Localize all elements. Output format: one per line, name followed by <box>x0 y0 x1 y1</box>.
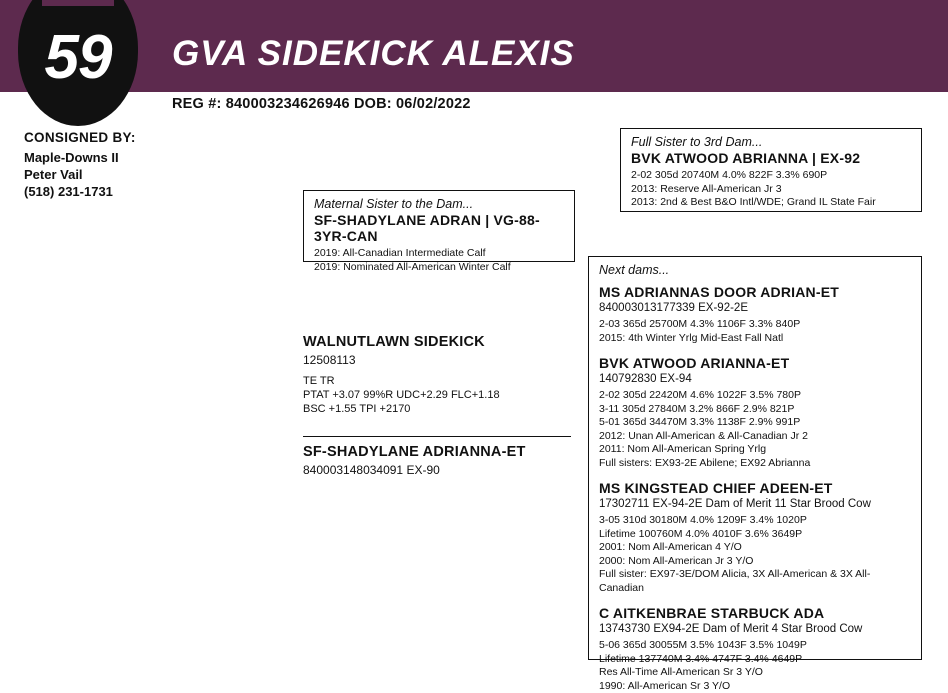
full-sister-line: 2-02 305d 20740M 4.0% 822F 3.3% 690P <box>631 169 913 183</box>
sire-line: TE TR <box>303 374 573 388</box>
next-dam-line: 2015: 4th Winter Yrlg Mid-East Fall Natl <box>599 332 911 346</box>
next-dam-name: MS KINGSTEAD CHIEF ADEEN-ET <box>599 480 911 496</box>
dam-id: 840003148034091 EX-90 <box>303 463 573 477</box>
dam-name: SF-SHADYLANE ADRIANNA-ET <box>303 444 573 460</box>
consignor-contact: Peter Vail <box>24 166 174 183</box>
dam-block <box>303 444 573 484</box>
next-dam-line: 2000: Nom All-American Jr 3 Y/O <box>599 555 911 569</box>
next-dam-line: 2012: Unan All-American & All-Canadian Jr 2 <box>599 430 911 444</box>
next-dam-name: BVK ATWOOD ARIANNA-ET <box>599 355 911 371</box>
next-dam-ids: 140792830 EX-94 <box>599 373 911 385</box>
maternal-sister-note-box <box>303 190 575 262</box>
next-dam-line: Full sister: EX97-3E/DOM Alicia, 3X All-American & 3X All-Canadian <box>599 568 911 595</box>
sire-line: PTAT +3.07 99%R UDC+2.29 FLC+1.18 <box>303 388 573 402</box>
next-dam-line: 5-01 365d 34470M 3.3% 1138F 2.9% 991P <box>599 416 911 430</box>
next-dam-entry <box>599 355 911 470</box>
maternal-sister-line: 2019: Nominated All-American Winter Calf <box>314 261 566 275</box>
next-dam-line: Res All-Time All-American Sr 3 Y/O <box>599 666 911 680</box>
next-dam-line: 3-11 305d 27840M 3.2% 866F 2.9% 821P <box>599 403 911 417</box>
maternal-sister-kicker: Maternal Sister to the Dam... <box>314 197 566 211</box>
next-dam-line: Lifetime 100760M 4.0% 4010F 3.6% 3649P <box>599 528 911 542</box>
next-dam-ids: 840003013177339 EX-92-2E <box>599 302 911 314</box>
consignor-name: Maple-Downs II <box>24 149 174 166</box>
next-dams-kicker: Next dams... <box>599 263 911 277</box>
full-sister-line: 2013: Reserve All-American Jr 3 <box>631 183 913 197</box>
page-title: GVA SIDEKICK ALEXIS <box>172 34 575 74</box>
sire-block <box>303 334 573 416</box>
header-band-underline <box>0 92 948 106</box>
consignor-phone: (518) 231-1731 <box>24 183 174 200</box>
full-sister-kicker-text: Full Sister to 3rd Dam... <box>631 135 762 149</box>
maternal-sister-line: 2019: All-Canadian Intermediate Calf <box>314 247 566 261</box>
next-dam-entry <box>599 480 911 595</box>
lot-number: 59 <box>18 0 138 132</box>
maternal-sister-title: SF-SHADYLANE ADRAN | VG-88-3YR-CAN <box>314 212 566 244</box>
lot-badge-top-arc <box>42 0 114 6</box>
full-sister-kicker <box>631 135 913 149</box>
pedigree-divider <box>303 436 571 437</box>
consignor-label: CONSIGNED BY: <box>24 130 174 145</box>
next-dam-entry <box>599 284 911 345</box>
next-dam-ids: 17302711 EX-94-2E Dam of Merit 11 Star Brood Cow <box>599 498 911 510</box>
next-dam-name: MS ADRIANNAS DOOR ADRIAN-ET <box>599 284 911 300</box>
sire-name: WALNUTLAWN SIDEKICK <box>303 334 573 350</box>
next-dam-line: 2-02 305d 22420M 4.6% 1022F 3.5% 780P <box>599 389 911 403</box>
next-dam-line: 2001: Nom All-American 4 Y/O <box>599 541 911 555</box>
sire-line: BSC +1.55 TPI +2170 <box>303 402 573 416</box>
full-sister-title: BVK ATWOOD ABRIANNA | EX-92 <box>631 150 913 166</box>
next-dam-line: 3-05 310d 30180M 4.0% 1209F 3.4% 1020P <box>599 514 911 528</box>
next-dam-line: Lifetime 137740M 3.4% 4747F 3.4% 4649P <box>599 653 911 667</box>
next-dam-line: 2011: Nom All-American Spring Yrlg <box>599 443 911 457</box>
next-dams-panel <box>588 256 922 660</box>
registration-dob-line: REG #: 840003234626946 DOB: 06/02/2022 <box>172 96 471 112</box>
next-dam-line: Full sisters: EX93-2E Abilene; EX92 Abrianna <box>599 457 911 471</box>
consignor-block <box>24 130 174 200</box>
next-dam-ids: 13743730 EX94-2E Dam of Merit 4 Star Brood Cow <box>599 623 911 635</box>
next-dam-entry <box>599 605 911 693</box>
next-dam-line: 1990: All-American Sr 3 Y/O <box>599 680 911 693</box>
sire-id: 12508113 <box>303 353 573 367</box>
full-sister-line: 2013: 2nd & Best B&O Intl/WDE; Grand IL State Fair <box>631 196 913 210</box>
next-dam-line: 5-06 365d 30055M 3.5% 1043F 3.5% 1049P <box>599 639 911 653</box>
next-dam-name: C AITKENBRAE STARBUCK ADA <box>599 605 911 621</box>
full-sister-note-box <box>620 128 922 212</box>
next-dam-line: 2-03 365d 25700M 4.3% 1106F 3.3% 840P <box>599 318 911 332</box>
